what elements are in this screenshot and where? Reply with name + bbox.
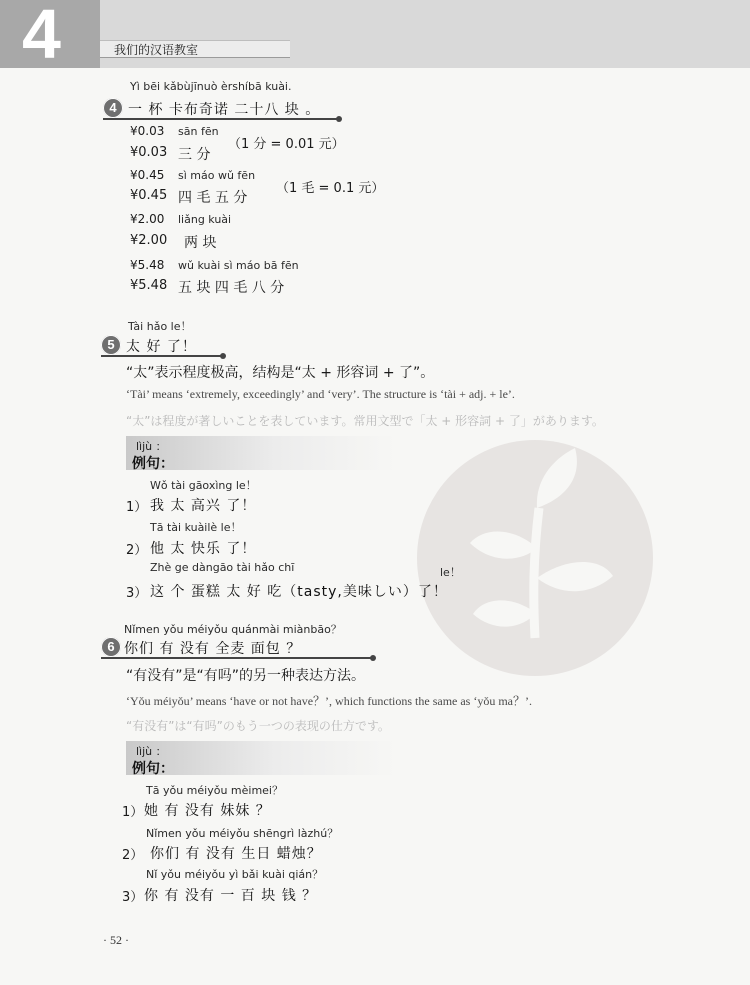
chapter-number-box bbox=[0, 0, 100, 73]
section5-example-pinyin: lìjù ： bbox=[136, 440, 167, 453]
section4-pinyin: Yì bēi kǎbùjīnuò èrshíbā kuài. bbox=[130, 80, 292, 93]
s6-example-2-pinyin: Nǐmen yǒu méiyǒu shēngrì làzhú？ bbox=[146, 827, 339, 840]
section6-underline bbox=[101, 657, 373, 659]
s5-example-1-chinese: 我 太 高兴 了！ bbox=[150, 498, 257, 514]
section6-explanation-en: ‘Yǒu méiyǒu’ means ‘have or not have？’, which functions the same as ‘yǒu ma？’. bbox=[126, 694, 532, 708]
s6-example-2-num: 2） bbox=[122, 848, 144, 863]
price-3-pinyin: liǎng kuài bbox=[178, 213, 232, 226]
price-1-note: （1 分 = 0.01 元） bbox=[228, 137, 345, 152]
price-1-amount: ¥0.03 bbox=[130, 145, 168, 160]
section5-underline bbox=[101, 355, 223, 357]
s6-example-3-chinese: 你 有 没有 一 百 块 钱 ？ bbox=[144, 888, 318, 904]
chapter-number: 4 bbox=[22, 0, 61, 73]
s6-example-1-num: 1） bbox=[122, 805, 144, 820]
section6-sentence: 你们 有 没有 全麦 面包 ？ bbox=[124, 641, 302, 657]
section4-underline-dot bbox=[336, 116, 342, 122]
section5-explanation-cn: “太”表示程度极高，结构是“太 + 形容词 + 了”。 bbox=[126, 365, 435, 381]
price-4-chinese: 五 块 四 毛 八 分 bbox=[178, 280, 285, 296]
price-1-chinese: 三 分 bbox=[178, 147, 211, 163]
s5-example-2-pinyin: Tā tài kuàilè le！ bbox=[150, 521, 242, 534]
s6-example-3-num: 3） bbox=[122, 890, 144, 905]
section6-explanation-jp: “有没有”は“有吗”のもう一つの表现の仕方です。 bbox=[126, 719, 390, 733]
section6-example-pinyin: lìjù ： bbox=[136, 745, 167, 758]
page-number: · 52 · bbox=[103, 933, 129, 947]
s6-example-1-pinyin: Tā yǒu méiyǒu mèimei？ bbox=[146, 784, 283, 797]
section4-underline bbox=[103, 118, 340, 120]
section5-example-label: 例句： bbox=[132, 456, 174, 472]
section5-explanation-en: ‘Tài’ means ‘extremely, exceedingly’ and ‘very’. The structure is ‘tài + adj. + le’. bbox=[126, 387, 515, 401]
s5-example-3-num: 3） bbox=[126, 586, 148, 601]
section6-example-header bbox=[126, 741, 396, 775]
section5-example-header bbox=[126, 436, 396, 470]
section6-underline-dot bbox=[370, 655, 376, 661]
section6-pinyin: Nǐmen yǒu méiyǒu quánmài miànbāo？ bbox=[124, 623, 342, 636]
section6-example-label: 例句： bbox=[132, 761, 174, 777]
price-4-amount: ¥5.48 bbox=[130, 278, 168, 293]
price-4-pinyin: wǔ kuài sì máo bā fēn bbox=[178, 259, 299, 272]
price-1-pinyin: sān fēn bbox=[178, 125, 219, 138]
price-2-amount: ¥0.45 bbox=[130, 188, 168, 203]
section5-pinyin: Tài hǎo le！ bbox=[128, 320, 192, 333]
price-3-chinese: 两 块 bbox=[184, 235, 217, 251]
s5-example-3-pinyin: Zhè ge dàngāo tài hǎo chī bbox=[150, 561, 295, 574]
price-1-amount-top: ¥0.03 bbox=[130, 124, 165, 138]
section5-number-badge: 5 bbox=[101, 335, 121, 355]
price-4-amount-top: ¥5.48 bbox=[130, 258, 165, 272]
section5-sentence: 太 好 了！ bbox=[126, 339, 197, 355]
header-title-bar bbox=[100, 40, 290, 58]
s6-example-2-chinese: 你们 有 没有 生日 蜡烛？ bbox=[150, 846, 322, 862]
section6-number-badge: 6 bbox=[101, 637, 121, 657]
price-2-note: （1 毛 = 0.1 元） bbox=[276, 181, 385, 196]
section5-explanation-jp: “太”は程度が著しいことを表しています。常用文型で「太 + 形容詞 + 了」があります。 bbox=[126, 414, 604, 428]
section6-explanation-cn: “有没有”是“有吗”的另一种表达方法。 bbox=[126, 668, 366, 684]
section4-sentence: 一 杯 卡布奇诺 二十八 块 。 bbox=[128, 102, 321, 118]
price-2-pinyin: sì máo wǔ fēn bbox=[178, 169, 256, 182]
header-title: 我们的汉语教室 bbox=[114, 43, 199, 57]
s5-example-2-chinese: 他 太 快乐 了！ bbox=[150, 541, 257, 557]
price-2-chinese: 四 毛 五 分 bbox=[178, 190, 248, 206]
section5-underline-dot bbox=[220, 353, 226, 359]
s5-example-1-pinyin: Wǒ tài gāoxìng le！ bbox=[150, 479, 257, 492]
section4-number-badge: 4 bbox=[103, 98, 123, 118]
s5-example-3-chinese: 这 个 蛋糕 太 好 吃（tasty,美味しい）了！ bbox=[150, 584, 448, 600]
s6-example-1-chinese: 她 有 没有 妹妹 ？ bbox=[144, 803, 271, 819]
s5-example-3-pinyin-end: le！ bbox=[440, 566, 461, 579]
s5-example-1-num: 1） bbox=[126, 500, 148, 515]
price-2-amount-top: ¥0.45 bbox=[130, 168, 165, 182]
s5-example-2-num: 2） bbox=[126, 543, 148, 558]
price-3-amount-top: ¥2.00 bbox=[130, 212, 165, 226]
price-3-amount: ¥2.00 bbox=[130, 233, 168, 248]
s6-example-3-pinyin: Nǐ yǒu méiyǒu yì bǎi kuài qián？ bbox=[146, 868, 324, 881]
leaf-watermark-icon bbox=[415, 438, 655, 678]
